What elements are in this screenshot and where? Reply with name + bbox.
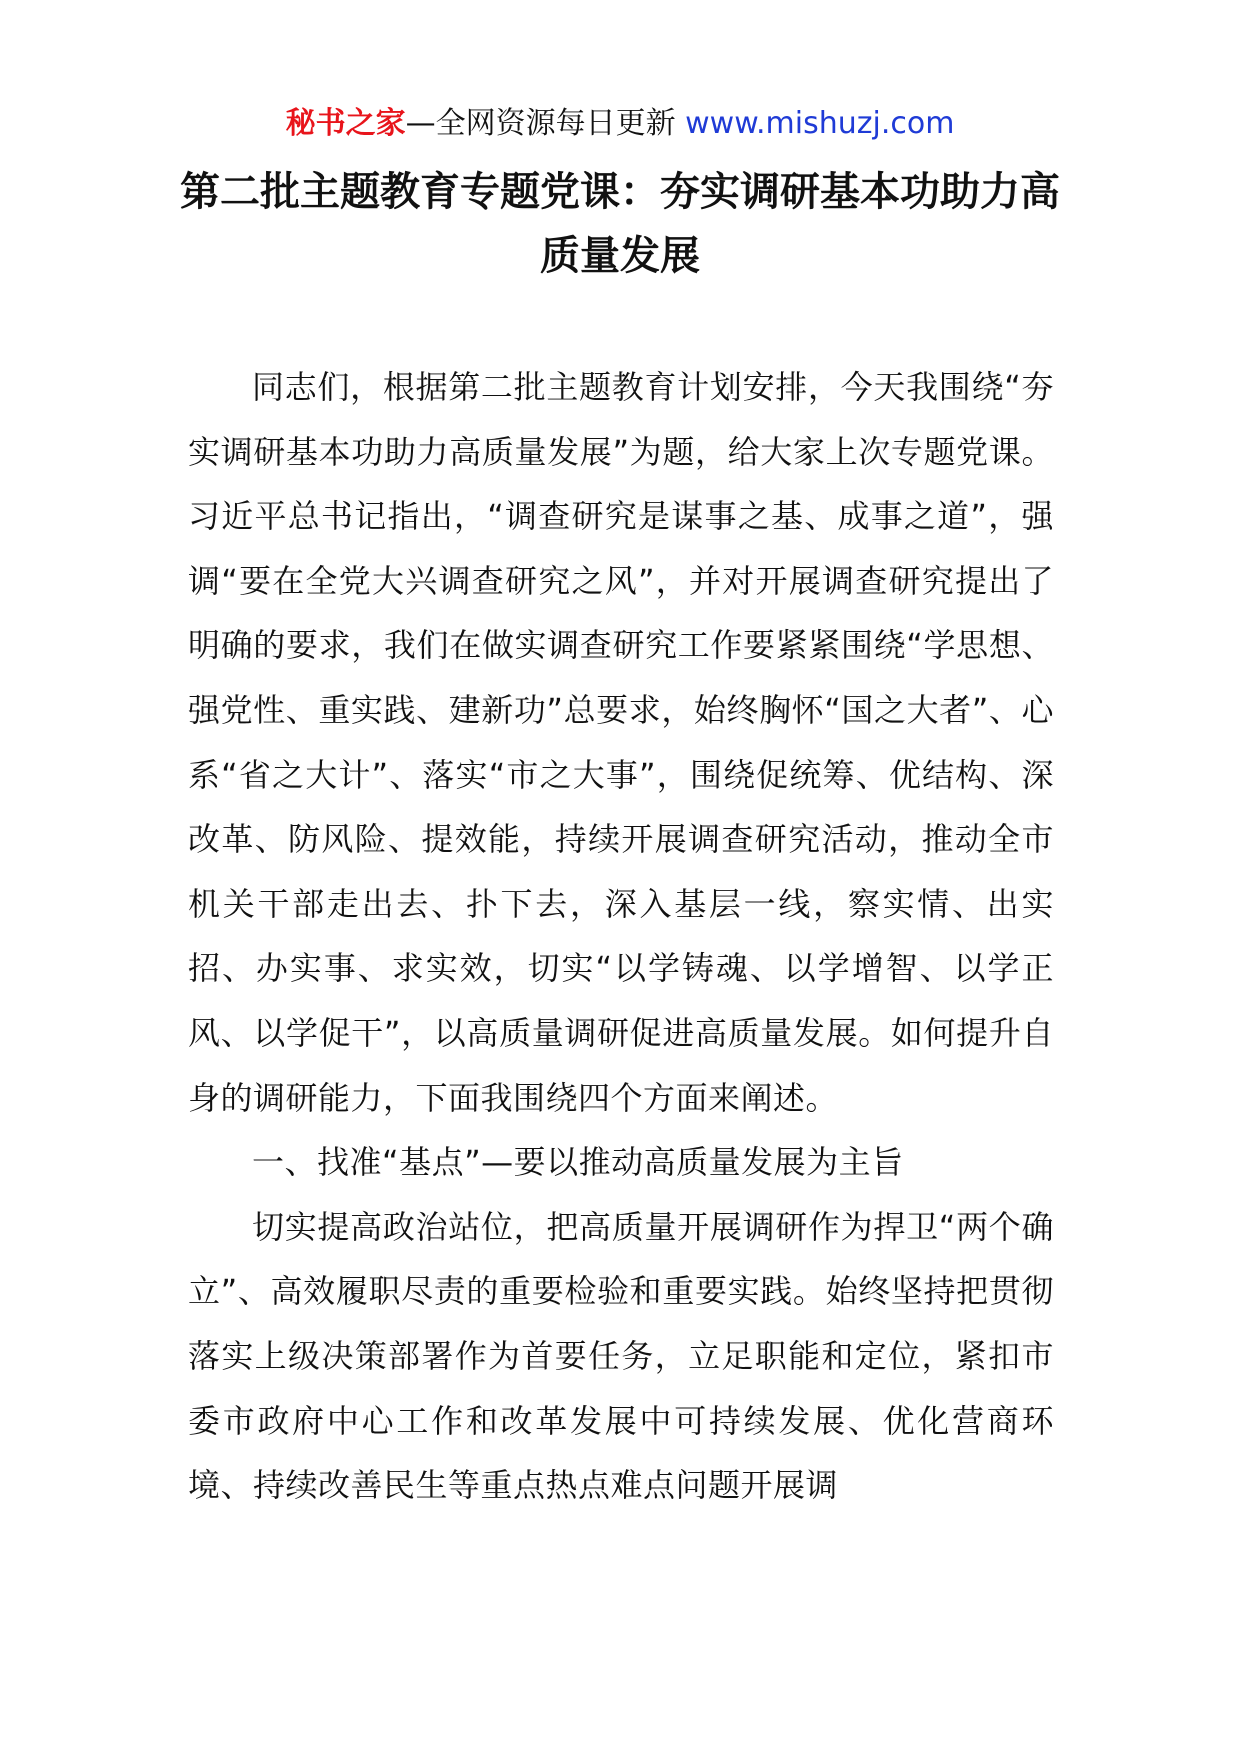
site-brand: 秘书之家 <box>285 106 406 141</box>
document-body <box>188 355 1054 1518</box>
intro-paragraph: 同志们，根据第二批主题教育计划安排，今天我围绕“夯实调研基本功助力高质量发展”为题，给大家上次专题党课。习近平总书记指出，“调查研究是谋事之基、成事之道”，强调“要在全党大兴调查研究之风”，并对开展调查研究提出了明确的要求，我们在做实调查研究工作要紧紧围绕“学思想、强党性、重实践、建新功”总要求，始终胸怀“国之大者”、心系“省之大计”、落实“市之大事”，围绕促统筹、优结构、深改革、防风险、提效能，持续开展调查研究活动，推动全市机关干部走出去、扑下去，深入基层一线，察实情、出实招、办实事、求实效，切实“以学铸魂、以学增智、以学正风、以学促干”，以高质量调研促进高质量发展。如何提升自身的调研能力，下面我围绕四个方面来阐述。 <box>188 368 1054 1117</box>
site-url-link[interactable]: www.mishuzj.com <box>685 106 955 141</box>
document-title: 第二批主题教育专题党课：夯实调研基本功助力高质量发展 <box>180 169 1060 279</box>
site-tagline: —全网资源每日更新 <box>405 106 686 141</box>
section-heading: 一、找准“基点”—要以推动高质量发展为主旨 <box>252 1143 904 1182</box>
section-paragraph: 切实提高政治站位，把高质量开展调研作为捍卫“两个确立”、高效履职尽责的重要检验和重要实践。始终坚持把贯彻落实上级决策部署作为首要任务，立足职能和定位，紧扣市委市政府中心工作和改革发展中可持续发展、优化营商环境、持续改善民生等重点热点难点问题开展调 <box>188 1207 1054 1505</box>
site-header <box>0 100 1240 148</box>
